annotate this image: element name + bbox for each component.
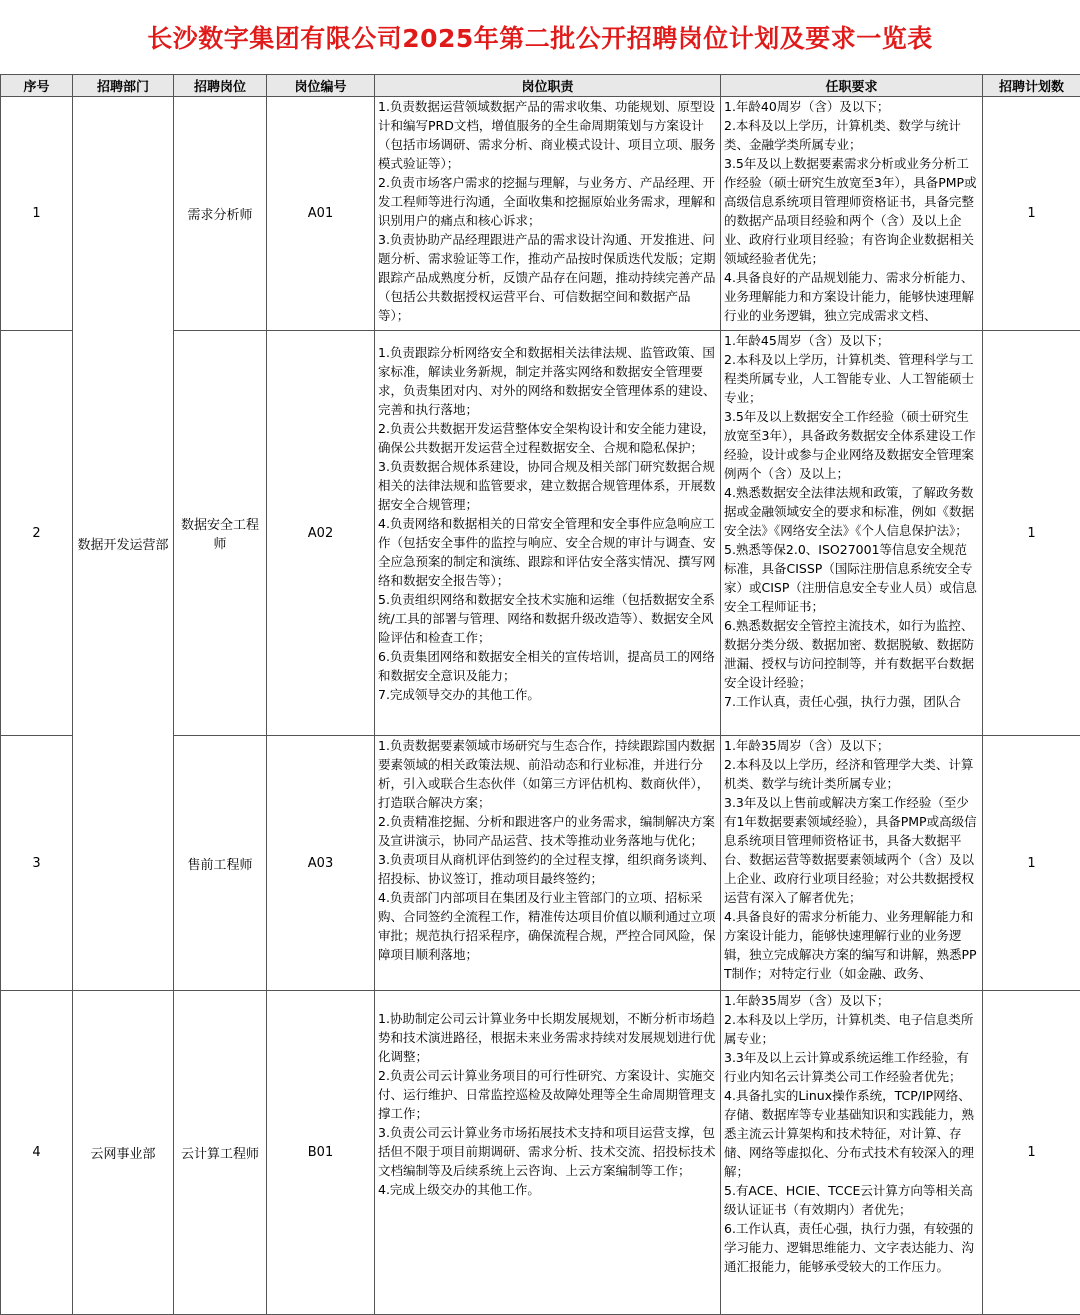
cell-requirements [721,736,983,991]
cell-plan: 1 [983,331,1080,736]
cell-plan: 1 [983,991,1080,1315]
list-item: 3.负责协助产品经理跟进产品的需求设计沟通、开发推进、问题分析、需求验证等工作，推动产品按时保质迭代发版；定期跟踪产品成熟度分析，反馈产品存在问题，推动持续完善产品（包括公共数据授权运营平台、可信数据空间和数据产品等）； [378,232,716,323]
list-item: 2.本科及以上学历，经济和管理学大类、计算机类、数学与统计类所属专业； [724,757,974,791]
list-item: 3.3年及以上售前或解决方案工作经验（至少有1年数据要素领域经验），具备PMP或高级信息系统项目管理师资格证书，具备大数据平台、数据运营等数据要素领域两个（含）及以上企业、政府行业项目经验；对公共数据授权运营有深入了解者优先； [724,795,977,905]
cell-department: 云网事业部 [73,991,174,1315]
list-item: 1.年龄45周岁（含）及以下； [724,333,890,348]
list-item: 6.熟悉数据安全管控主流技术，如行为监控、数据分类分级、数据加密、数据脱敏、数据防泄漏、授权与访问控制等，并有数据平台数据安全设计经验； [724,618,975,690]
cell-duties [375,991,721,1315]
cell-department-merged: 数据开发运营部 [73,97,174,991]
duties-list [375,991,720,1309]
cell-seq: 1 [1,97,73,331]
table-row [1,991,1080,1315]
requirements-list [721,331,982,734]
header-requirements: 任职要求 [721,75,983,97]
list-item: 7.工作认真，责任心强，执行力强，团队合 [724,694,961,709]
cell-code: A03 [267,736,375,991]
list-item: 3.负责数据合规体系建设，协同合规及相关部门研究数据合规相关的法律法规和监管要求，建立数据合规管理体系，开展数据安全合规管理； [378,459,716,512]
list-item: 1.负责数据运营领域数据产品的需求收集、功能规划、原型设计和编写PRD文档，增值服务的全生命周期策划与方案设计（包括市场调研、需求分析、商业模式设计、项目立项、服务模式验证等）； [378,99,716,171]
list-item: 1.年龄35周岁（含）及以下； [724,993,890,1008]
cell-duties [375,736,721,991]
list-item: 3.负责公司云计算业务市场拓展技术支持和项目运营支撑，包括但不限于项目前期调研、需求分析、技术交流、招投标技术文档编制等及后续系统上云咨询、上云方案编制等工作； [378,1125,716,1178]
list-item: 6.工作认真，责任心强，执行力强，有较强的学习能力、逻辑思维能力、文字表达能力、沟通汇报能力，能够承受较大的工作压力。 [724,1221,975,1274]
header-department: 招聘部门 [73,75,174,97]
list-item: 1.负责跟踪分析网络安全和数据相关法律法规、监管政策、国家标准，解读业务新规，制定并落实网络和数据安全管理要求，负责集团对内、对外的网络和数据安全管理体系的建设、完善和执行落地； [378,345,716,417]
list-item: 7.完成领导交办的其他工作。 [378,687,540,702]
requirements-list [721,991,982,1313]
list-item: 6.负责集团网络和数据安全相关的宣传培训，提高员工的网络和数据安全意识及能力； [378,649,715,683]
list-item: 2.负责公司云计算业务项目的可行性研究、方案设计、实施交付、运行维护、日常监控巡检及故障处理等全生命周期管理支撑工作； [378,1068,716,1121]
header-code: 岗位编号 [267,75,375,97]
cell-seq: 3 [1,736,73,991]
duties-list [375,331,720,734]
list-item: 5.负责组织网络和数据安全技术实施和运维（包括数据安全系统/工具的部署与管理、网络和数据升级改造等）、数据安全风险评估和检查工作； [378,592,715,645]
table-row [1,97,1080,331]
page-title: 长沙数字集团有限公司2025年第二批公开招聘岗位计划及要求一览表 [147,24,933,53]
list-item: 4.负责部门内部项目在集团及行业主管部门的立项、招标采购、合同签约全流程工作，精准传达项目价值以顺利通过立项审批；规范执行招采程序，确保流程合规，严控合同风险，保障项目顺利落地； [378,890,716,962]
list-item: 1.年龄35周岁（含）及以下； [724,738,890,753]
list-item: 4.熟悉数据安全法律法规和政策，了解政务数据或金融领域安全的要求和标准，例如《数据安全法》《网络安全法》《个人信息保护法》； [724,485,975,538]
list-item: 4.完成上级交办的其他工作。 [378,1182,540,1197]
list-item: 4.具备良好的产品规划能力、需求分析能力、业务理解能力和方案设计能力，能够快速理解行业的业务逻辑，独立完成需求文档、 [724,270,975,323]
cell-plan: 1 [983,97,1080,331]
list-item: 1.协助制定公司云计算业务中长期发展规划，不断分析市场趋势和技术演进路径，根据未来业务需求持续对发展规划进行优化调整； [378,1011,716,1064]
cell-seq: 4 [1,991,73,1315]
list-item: 2.本科及以上学历，计算机类、电子信息类所属专业； [724,1012,974,1046]
list-item: 4.具备扎实的Linux操作系统，TCP/IP网络、存储、数据库等专业基础知识和实践能力，熟悉主流云计算架构和技术特征，对计算、存储、网络等虚拟化、分布式技术有较深入的理解； [724,1088,975,1179]
cell-requirements [721,97,983,331]
cell-requirements [721,991,983,1315]
header-duties: 岗位职责 [375,75,721,97]
duties-list [375,97,720,329]
cell-plan: 1 [983,736,1080,991]
list-item: 2.负责精准挖掘、分析和跟进客户的业务需求，编制解决方案及宣讲演示，协同产品运营、技术等推动业务落地与优化； [378,814,715,848]
requirements-list [721,97,982,329]
cell-duties [375,331,721,736]
requirements-list [721,736,982,989]
list-item: 2.负责市场客户需求的挖掘与理解，与业务方、产品经理、开发工程师等进行沟通，全面收集和挖掘原始业务需求，理解和识别用户的痛点和核心诉求； [378,175,716,228]
list-item: 5.熟悉等保2.0、ISO27001等信息安全规范标准，具备CISSP（国际注册信息系统安全专家）或CISP（注册信息安全专业人员）或信息安全工程师证书； [724,542,977,614]
list-item: 2.本科及以上学历，计算机类、管理科学与工程类所属专业，人工智能专业、人工智能硕士专业； [724,352,975,405]
cell-code: A01 [267,97,375,331]
cell-position: 云计算工程师 [174,991,267,1315]
cell-code: A02 [267,331,375,736]
cell-requirements [721,331,983,736]
list-item: 2.负责公共数据开发运营整体安全架构设计和安全能力建设，确保公共数据开发运营全过程数据安全、合规和隐私保护； [378,421,715,455]
duties-list [375,736,720,989]
cell-seq: 2 [1,331,73,736]
header-position: 招聘岗位 [174,75,267,97]
cell-position: 数据安全工程师 [174,331,267,736]
header-row [1,75,1080,97]
list-item: 1.负责数据要素领域市场研究与生态合作，持续跟踪国内数据要素领域的相关政策法规、前沿动态和行业标准，并进行分析，引入或联合生态伙伴（如第三方评估机构、数商伙伴），打造联合解决方案； [378,738,715,810]
header-plan: 招聘计划数 [983,75,1080,97]
cell-position: 售前工程师 [174,736,267,991]
list-item: 5.有ACE、HCIE、TCCE云计算方向等相关高级认证证书（有效期内）者优先； [724,1183,973,1217]
list-item: 4.具备良好的需求分析能力、业务理解能力和方案设计能力，能够快速理解行业的业务逻辑，独立完成解决方案的编写和讲解，熟悉PPT制作；对特定行业（如金融、政务、 [724,909,977,981]
list-item: 3.3年及以上云计算或系统运维工作经验，有行业内知名云计算类公司工作经验者优先； [724,1050,969,1084]
header-seq: 序号 [1,75,73,97]
list-item: 2.本科及以上学历，计算机类、数学与统计类、金融学类所属专业； [724,118,961,152]
recruitment-table [0,74,1080,1315]
list-item: 3.5年及以上数据要素需求分析或业务分析工作经验（硕士研究生放宽至3年），具备PMP或高级信息系统项目管理师资格证书，具备完整的数据产品项目经验和两个（含）及以上企业、政府行业项目经验；有咨询企业数据相关领域经验者优先； [724,156,977,266]
cell-code: B01 [267,991,375,1315]
list-item: 3.5年及以上数据安全工作经验（硕士研究生放宽至3年），具备政务数据安全体系建设工作经验，设计或参与企业网络及数据安全管理案例两个（含）及以上； [724,409,976,481]
list-item: 3.负责项目从商机评估到签约的全过程支撑，组织商务谈判、招投标、协议签订，推动项目最终签约； [378,852,715,886]
cell-position: 需求分析师 [174,97,267,331]
list-item: 1.年龄40周岁（含）及以下； [724,99,890,114]
list-item: 4.负责网络和数据相关的日常安全管理和安全事件应急响应工作（包括安全事件的监控与响应、安全合规的审计与调查、安全应急预案的制定和演练、跟踪和评估安全落实情况、撰写网络和数据安全报告等）； [378,516,716,588]
cell-duties [375,97,721,331]
